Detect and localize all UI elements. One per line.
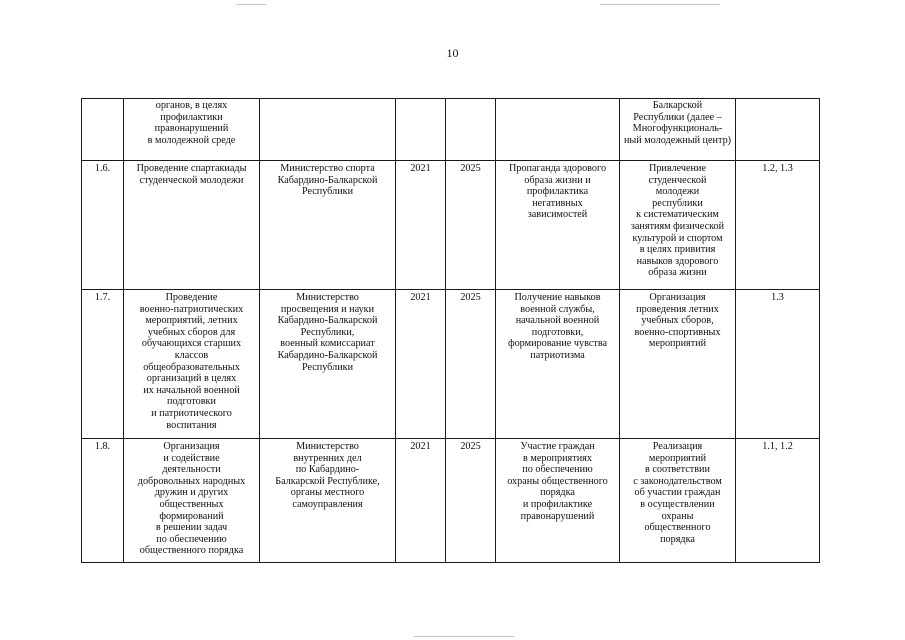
cell-start-year: 2021 xyxy=(396,439,446,563)
scan-artifact-top xyxy=(600,4,720,5)
program-measures-table xyxy=(81,98,820,563)
cell-expected-result: Пропаганда здорового образа жизни и профилактика негативных зависимостей xyxy=(496,161,620,290)
cell-indicator-connection: Привлечение студенческой молодежи республики к систематическим занятиям физической культурой и спортом в целях привития навыков здорового образа жизни xyxy=(620,161,736,290)
cell-criteria: 1.1, 1.2 xyxy=(736,439,820,563)
cell-number: 1.6. xyxy=(82,161,124,290)
cell-expected-result: Получение навыков военной службы, начальной военной подготовки, формирование чувства патриотизма xyxy=(496,290,620,439)
cell-measure-name: Проведение военно-патриотических мероприятий, летних учебных сборов для обучающихся старших классов общеобразовательных организаций в целях их начальной военной подготовки и патриотического воспитания xyxy=(124,290,260,439)
cell-end-year: 2025 xyxy=(446,439,496,563)
table-row xyxy=(82,99,820,161)
scan-artifact-bottom xyxy=(414,636,514,637)
cell-number: 1.8. xyxy=(82,439,124,563)
table-row xyxy=(82,161,820,290)
cell-end-year: 2025 xyxy=(446,290,496,439)
cell-number xyxy=(82,99,124,161)
cell-executor: Министерство внутренних дел по Кабардино- Балкарской Республике, органы местного самоуправления xyxy=(260,439,396,563)
cell-indicator-connection: Организация проведения летних учебных сборов, военно-спортивных мероприятий xyxy=(620,290,736,439)
cell-measure-name: органов, в целях профилактики правонарушений в молодежной среде xyxy=(124,99,260,161)
cell-indicator-connection: Балкарской Республики (далее – Многофункциональ- ный молодежный центр) xyxy=(620,99,736,161)
scan-artifact-top xyxy=(236,4,266,5)
cell-measure-name: Проведение спартакиады студенческой молодежи xyxy=(124,161,260,290)
cell-executor xyxy=(260,99,396,161)
cell-end-year: 2025 xyxy=(446,161,496,290)
cell-expected-result xyxy=(496,99,620,161)
table-row xyxy=(82,439,820,563)
cell-indicator-connection: Реализация мероприятий в соответствии с законодательством об участии граждан в осуществлении охраны общественного порядка xyxy=(620,439,736,563)
cell-criteria: 1.2, 1.3 xyxy=(736,161,820,290)
cell-executor: Министерство спорта Кабардино-Балкарской Республики xyxy=(260,161,396,290)
cell-start-year xyxy=(396,99,446,161)
table-row xyxy=(82,290,820,439)
cell-criteria xyxy=(736,99,820,161)
cell-criteria: 1.3 xyxy=(736,290,820,439)
cell-expected-result: Участие граждан в мероприятиях по обеспечению охраны общественного порядка и профилактике правонарушений xyxy=(496,439,620,563)
cell-executor: Министерство просвещения и науки Кабардино-Балкарской Республики, военный комиссариат Кабардино-Балкарской Республики xyxy=(260,290,396,439)
cell-end-year xyxy=(446,99,496,161)
cell-measure-name: Организация и содействие деятельности добровольных народных дружин и других общественных формирований в решении задач по обеспечению общественного порядка xyxy=(124,439,260,563)
cell-number: 1.7. xyxy=(82,290,124,439)
cell-start-year: 2021 xyxy=(396,290,446,439)
page-number: 10 xyxy=(446,46,459,60)
cell-start-year: 2021 xyxy=(396,161,446,290)
